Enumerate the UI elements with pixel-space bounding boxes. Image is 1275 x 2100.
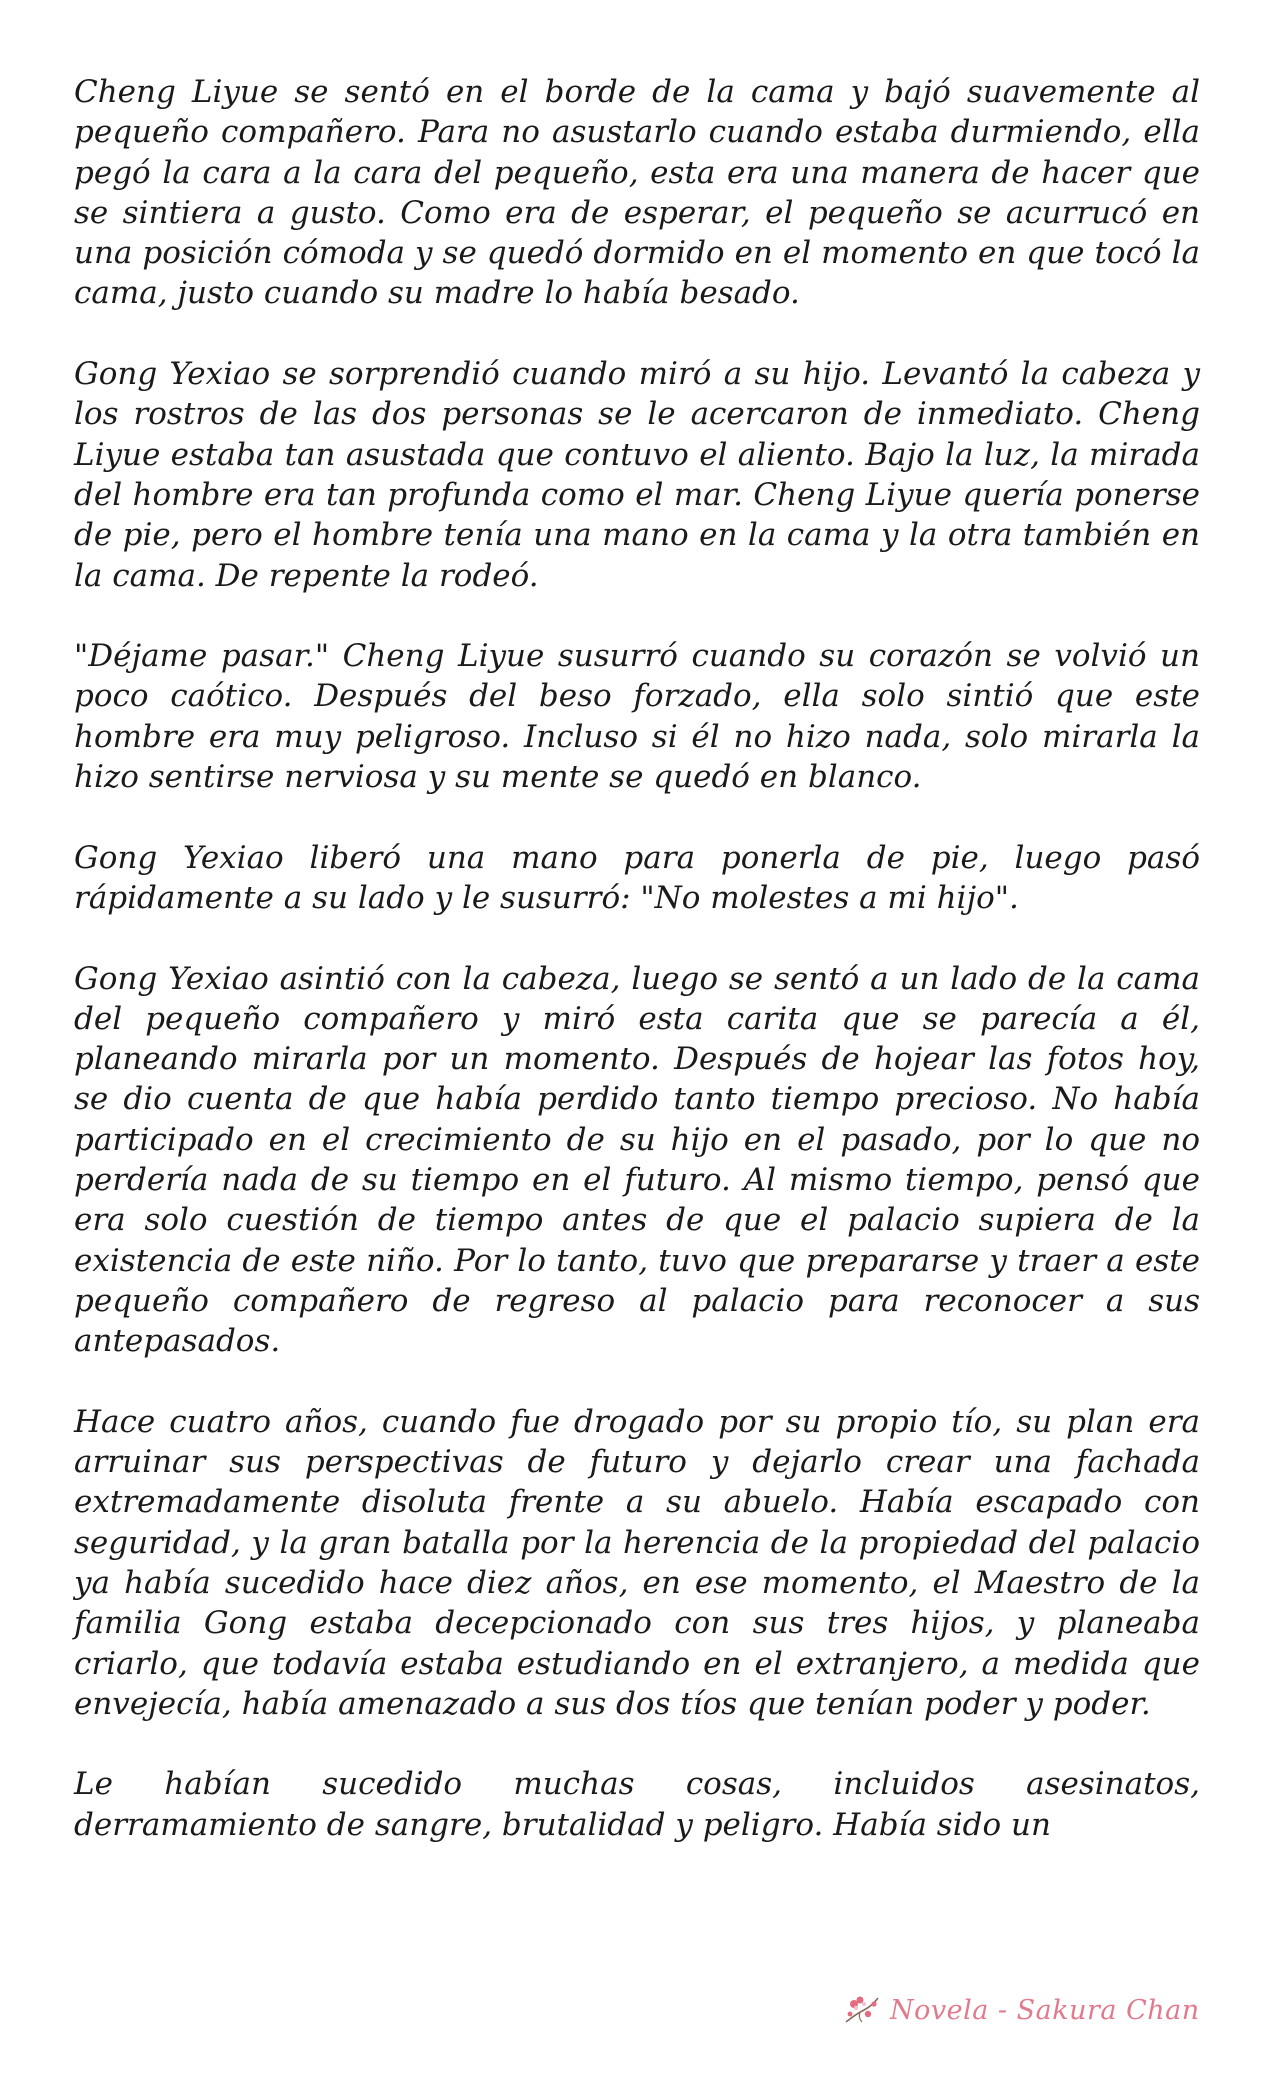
paragraph-1: Cheng Liyue se sentó en el borde de la cama y bajó suavemente al pequeño compañero. Para no asustarlo cuando estaba durmiendo, ella pegó la cara a la cara del pequeño, esta era una manera de hacer que se sintiera a gusto. Como era de esperar, el pequeño se acurrucó en una posición cómoda y se quedó dormido en el momento en que tocó la cama, justo cuando su madre lo había besado. — [74, 74, 1200, 312]
watermark-text: Novela - Sakura Chan — [890, 1994, 1200, 2026]
paragraph-3: "Déjame pasar." Cheng Liyue susurró cuando su corazón se volvió un poco caótico. Después del beso forzado, ella solo sintió que este hombre era muy peligroso. Incluso si él no hizo nada, solo mirarla la hizo sentirse nerviosa y su mente se quedó en blanco. — [74, 638, 1200, 796]
watermark — [842, 1988, 1200, 2032]
cherry-blossom-icon — [842, 1992, 882, 2028]
paragraph-6: Hace cuatro años, cuando fue drogado por su propio tío, su plan era arruinar sus perspectivas de futuro y dejarlo crear una fachada extremadamente disoluta frente a su abuelo. Había escapado con seguridad, y la gran batalla por la herencia de la propiedad del palacio ya había sucedido hace diez años, en ese momento, el Maestro de la familia Gong estaba decepcionado con sus tres hijos, y planeaba criarlo, que todavía estaba estudiando en el extranjero, a medida que envejecía, había amenazado a sus dos tíos que tenían poder y poder. — [74, 1403, 1200, 1722]
document-body — [74, 72, 1200, 1885]
paragraph-4: Gong Yexiao liberó una mano para ponerla de pie, luego pasó rápidamente a su lado y le susurró: "No molestes a mi hijo". — [74, 839, 1200, 916]
paragraph-5: Gong Yexiao asintió con la cabeza, luego se sentó a un lado de la cama del pequeño compañero y miró esta carita que se parecía a él, planeando mirarla por un momento. Después de hojear las fotos hoy, se dio cuenta de que había perdido tanto tiempo precioso. No había participado en el crecimiento de su hijo en el pasado, por lo que no perdería nada de su tiempo en el futuro. Al mismo tiempo, pensó que era solo cuestión de tiempo antes de que el palacio supiera de la existencia de este niño. Por lo tanto, tuvo que prepararse y traer a este pequeño compañero de regreso al palacio para reconocer a sus antepasados. — [74, 960, 1200, 1360]
paragraph-2: Gong Yexiao se sorprendió cuando miró a su hijo. Levantó la cabeza y los rostros de las dos personas se le acercaron de inmediato. Cheng Liyue estaba tan asustada que contuvo el aliento. Bajo la luz, la mirada del hombre era tan profunda como el mar. Cheng Liyue quería ponerse de pie, pero el hombre tenía una mano en la cama y la otra también en la cama. De repente la rodeó. — [74, 356, 1200, 594]
paragraph-7: Le habían sucedido muchas cosas, incluidos asesinatos, derramamiento de sangre, brutalidad y peligro. Había sido un — [74, 1766, 1200, 1843]
